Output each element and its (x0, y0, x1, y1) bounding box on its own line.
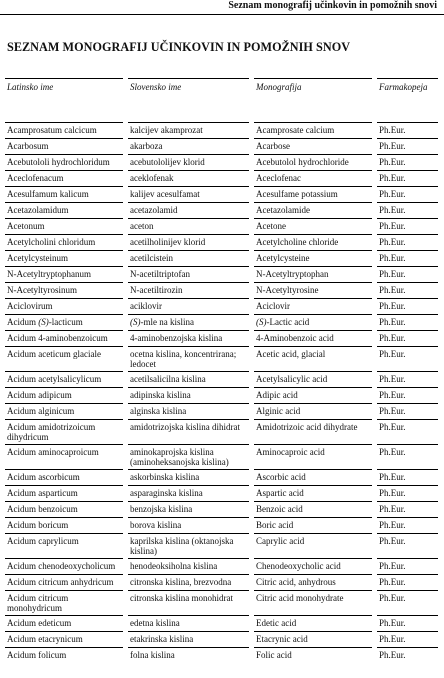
monograph-cell-suffix: -Lactic acid (266, 317, 310, 327)
pharmacopoeia-cell: Ph.Eur. (377, 387, 438, 403)
latin-name-cell: Acesulfamum kalicum (5, 186, 123, 202)
pharmacopoeia-cell: Ph.Eur. (377, 501, 438, 517)
slovene-name-cell: aminokaprojska kislina (aminoheksanojska kislina) (128, 444, 249, 469)
table-row (5, 314, 437, 330)
slovene-name-cell: ocetna kislina, koncentrirana; ledocet (128, 346, 249, 371)
monograph-cell: Aminocaproic acid (254, 444, 372, 469)
latin-name-cell: Acidum alginicum (5, 403, 123, 419)
pharmacopoeia-cell: Ph.Eur. (377, 558, 438, 574)
latin-name-cell: Acidum 4-aminobenzoicum (5, 330, 123, 346)
header-gap (5, 114, 437, 122)
monograph-cell: Aciclovir (254, 298, 372, 314)
monograph-cell: Folic acid (254, 647, 372, 663)
latin-name-cell-suffix: -lacticum (48, 317, 83, 327)
pharmacopoeia-cell: Ph.Eur. (377, 485, 438, 501)
table-row (5, 298, 437, 314)
latin-name-cell: N-Acetyltryptophanum (5, 266, 123, 282)
latin-name-cell: Acetonum (5, 218, 123, 234)
monograph-cell: Acetylcholine chloride (254, 234, 372, 250)
table-row (5, 419, 437, 444)
monograph-cell: 4-Aminobenzoic acid (254, 330, 372, 346)
document-title: SEZNAM MONOGRAFIJ UČINKOVIN IN POMOŽNIH SNOV (7, 40, 351, 54)
monograph-cell: Benzoic acid (254, 501, 372, 517)
running-header (0, 0, 444, 15)
column-header-slovene: Slovensko ime (128, 78, 249, 114)
table-row (5, 647, 437, 663)
latin-name-cell: Acidum boricum (5, 517, 123, 533)
latin-name-cell: Acidum benzoicum (5, 501, 123, 517)
slovene-name-cell: acetilcistein (128, 250, 249, 266)
table-row (5, 501, 437, 517)
table-row (5, 615, 437, 631)
pharmacopoeia-cell: Ph.Eur. (377, 444, 438, 469)
slovene-name-cell: aciklovir (128, 298, 249, 314)
monograph-cell: Acetic acid, glacial (254, 346, 372, 371)
table-row (5, 469, 437, 485)
monograph-cell: Aceclofenac (254, 170, 372, 186)
table-row (5, 250, 437, 266)
slovene-name-cell: borova kislina (128, 517, 249, 533)
slovene-name-cell: folna kislina (128, 647, 249, 663)
pharmacopoeia-cell: Ph.Eur. (377, 346, 438, 371)
table-row (5, 218, 437, 234)
slovene-name-cell: askorbinska kislina (128, 469, 249, 485)
latin-name-cell: Acidum aminocaproicum (5, 444, 123, 469)
slovene-name-cell: kaprilska kislina (oktanojska kislina) (128, 533, 249, 558)
latin-name-cell: Acidum ascorbicum (5, 469, 123, 485)
table-row (5, 202, 437, 218)
latin-name-cell: Acidum etacrynicum (5, 631, 123, 647)
pharmacopoeia-cell: Ph.Eur. (377, 122, 438, 138)
slovene-name-cell: etakrinska kislina (128, 631, 249, 647)
monograph-cell: Acesulfame potassium (254, 186, 372, 202)
latin-name-cell: Acetylcysteinum (5, 250, 123, 266)
pharmacopoeia-cell: Ph.Eur. (377, 574, 438, 590)
monograph-cell: Adipic acid (254, 387, 372, 403)
slovene-name-cell: kalcijev akamprozat (128, 122, 249, 138)
table-row (5, 533, 437, 558)
latin-name-cell: Acidum aceticum glaciale (5, 346, 123, 371)
monograph-cell: Acetone (254, 218, 372, 234)
table-row (5, 387, 437, 403)
latin-name-cell (5, 314, 123, 330)
slovene-name-cell: acetilsalicilna kislina (128, 371, 249, 387)
table-row (5, 558, 437, 574)
monograph-cell (254, 314, 372, 330)
pharmacopoeia-cell: Ph.Eur. (377, 154, 438, 170)
column-header-pharmacopoeia: Farmakopeja (377, 78, 438, 114)
table-row (5, 234, 437, 250)
monographs-table (5, 78, 437, 663)
pharmacopoeia-cell: Ph.Eur. (377, 615, 438, 631)
slovene-name-cell: akarboza (128, 138, 249, 154)
table-row (5, 485, 437, 501)
slovene-name-cell-suffix: -mle na kislina (140, 317, 194, 327)
monograph-cell: Acetylcysteine (254, 250, 372, 266)
table-row (5, 154, 437, 170)
latin-name-cell: Acetylcholini chloridum (5, 234, 123, 250)
pharmacopoeia-cell: Ph.Eur. (377, 314, 438, 330)
pharmacopoeia-cell: Ph.Eur. (377, 517, 438, 533)
latin-name-cell: Acidum caprylicum (5, 533, 123, 558)
latin-name-cell: Acidum citricum anhydricum (5, 574, 123, 590)
monograph-cell: Citric acid monohydrate (254, 590, 372, 615)
slovene-name-cell: acetilholinijev klorid (128, 234, 249, 250)
pharmacopoeia-cell: Ph.Eur. (377, 419, 438, 444)
slovene-name-cell: acetazolamid (128, 202, 249, 218)
pharmacopoeia-cell: Ph.Eur. (377, 266, 438, 282)
pharmacopoeia-cell: Ph.Eur. (377, 218, 438, 234)
pharmacopoeia-cell: Ph.Eur. (377, 298, 438, 314)
slovene-name-cell: benzojska kislina (128, 501, 249, 517)
slovene-name-cell: citronska kislina monohidrat (128, 590, 249, 615)
table-row (5, 403, 437, 419)
pharmacopoeia-cell: Ph.Eur. (377, 647, 438, 663)
slovene-name-cell: aceton (128, 218, 249, 234)
table-row (5, 444, 437, 469)
latin-name-cell: Acetazolamidum (5, 202, 123, 218)
pharmacopoeia-cell: Ph.Eur. (377, 170, 438, 186)
slovene-name-cell: edetna kislina (128, 615, 249, 631)
monograph-cell: Alginic acid (254, 403, 372, 419)
table-header-row (5, 78, 437, 114)
table-row (5, 138, 437, 154)
slovene-name-cell: kalijev acesulfamat (128, 186, 249, 202)
monograph-cell: Amidotrizoic acid dihydrate (254, 419, 372, 444)
monograph-cell: Aspartic acid (254, 485, 372, 501)
latin-name-cell: Acebutololi hydrochloridum (5, 154, 123, 170)
monograph-cell: Caprylic acid (254, 533, 372, 558)
latin-name-cell: Acidum acetylsalicylicum (5, 371, 123, 387)
table-row (5, 282, 437, 298)
latin-name-cell: Acidum adipicum (5, 387, 123, 403)
slovene-name-cell: henodeoksiholna kislina (128, 558, 249, 574)
latin-name-cell: Acidum amidotrizoicum dihydricum (5, 419, 123, 444)
pharmacopoeia-cell: Ph.Eur. (377, 403, 438, 419)
column-header-monograph: Monografija (254, 78, 372, 114)
latin-name-cell: Acidum chenodeoxycholicum (5, 558, 123, 574)
monograph-cell: Acarbose (254, 138, 372, 154)
pharmacopoeia-cell: Ph.Eur. (377, 186, 438, 202)
table-row (5, 631, 437, 647)
column-header-latin: Latinsko ime (5, 78, 123, 114)
monograph-cell: Citric acid, anhydrous (254, 574, 372, 590)
table-row (5, 186, 437, 202)
slovene-name-cell: N-acetiltirozin (128, 282, 249, 298)
latin-name-cell: Acarbosum (5, 138, 123, 154)
latin-name-cell: Acidum folicum (5, 647, 123, 663)
table-row (5, 122, 437, 138)
table-row (5, 517, 437, 533)
pharmacopoeia-cell: Ph.Eur. (377, 138, 438, 154)
slovene-name-cell: adipinska kislina (128, 387, 249, 403)
monograph-cell-stereo: (S) (256, 317, 267, 327)
table-row (5, 266, 437, 282)
monograph-cell: Boric acid (254, 517, 372, 533)
monograph-cell: Chenodeoxycholic acid (254, 558, 372, 574)
latin-name-cell: Acidum asparticum (5, 485, 123, 501)
latin-name-cell-stereo: (S) (38, 317, 49, 327)
table-row (5, 346, 437, 371)
slovene-name-cell: aceklofenak (128, 170, 249, 186)
slovene-name-cell: citronska kislina, brezvodna (128, 574, 249, 590)
table-row (5, 330, 437, 346)
pharmacopoeia-cell: Ph.Eur. (377, 533, 438, 558)
table-row (5, 590, 437, 615)
monograph-cell: N-Acetyltryptophan (254, 266, 372, 282)
slovene-name-cell: asparaginska kislina (128, 485, 249, 501)
pharmacopoeia-cell: Ph.Eur. (377, 631, 438, 647)
slovene-name-cell: 4-aminobenzojska kislina (128, 330, 249, 346)
latin-name-cell: Acidum citricum monohydricum (5, 590, 123, 615)
table-row (5, 371, 437, 387)
table-row (5, 574, 437, 590)
pharmacopoeia-cell: Ph.Eur. (377, 282, 438, 298)
monograph-cell: Ascorbic acid (254, 469, 372, 485)
pharmacopoeia-cell: Ph.Eur. (377, 371, 438, 387)
pharmacopoeia-cell: Ph.Eur. (377, 469, 438, 485)
monograph-cell: N-Acetyltyrosine (254, 282, 372, 298)
monograph-cell: Etacrynic acid (254, 631, 372, 647)
latin-name-cell: Acidum edeticum (5, 615, 123, 631)
monograph-cell: Acetylsalicylic acid (254, 371, 372, 387)
pharmacopoeia-cell: Ph.Eur. (377, 202, 438, 218)
table-row (5, 170, 437, 186)
pharmacopoeia-cell: Ph.Eur. (377, 330, 438, 346)
latin-name-cell: Aciclovirum (5, 298, 123, 314)
latin-name-cell: Aceclofenacum (5, 170, 123, 186)
slovene-name-cell: alginska kislina (128, 403, 249, 419)
slovene-name-cell (128, 314, 249, 330)
slovene-name-cell: acebutololijev klorid (128, 154, 249, 170)
latin-name-cell: Acamprosatum calcicum (5, 122, 123, 138)
running-header-text: Seznam monografij učinkovin in pomožnih snovi (228, 0, 437, 11)
latin-name-cell: N-Acetyltyrosinum (5, 282, 123, 298)
pharmacopoeia-cell: Ph.Eur. (377, 250, 438, 266)
monograph-cell: Acamprosate calcium (254, 122, 372, 138)
monograph-cell: Edetic acid (254, 615, 372, 631)
slovene-name-cell: N-acetiltriptofan (128, 266, 249, 282)
monograph-cell: Acebutolol hydrochloride (254, 154, 372, 170)
slovene-name-cell-stereo: (S) (130, 317, 141, 327)
slovene-name-cell: amidotrizojska kislina dihidrat (128, 419, 249, 444)
pharmacopoeia-cell: Ph.Eur. (377, 590, 438, 615)
monograph-cell: Acetazolamide (254, 202, 372, 218)
pharmacopoeia-cell: Ph.Eur. (377, 234, 438, 250)
latin-name-cell-prefix: Acidum (7, 317, 39, 327)
